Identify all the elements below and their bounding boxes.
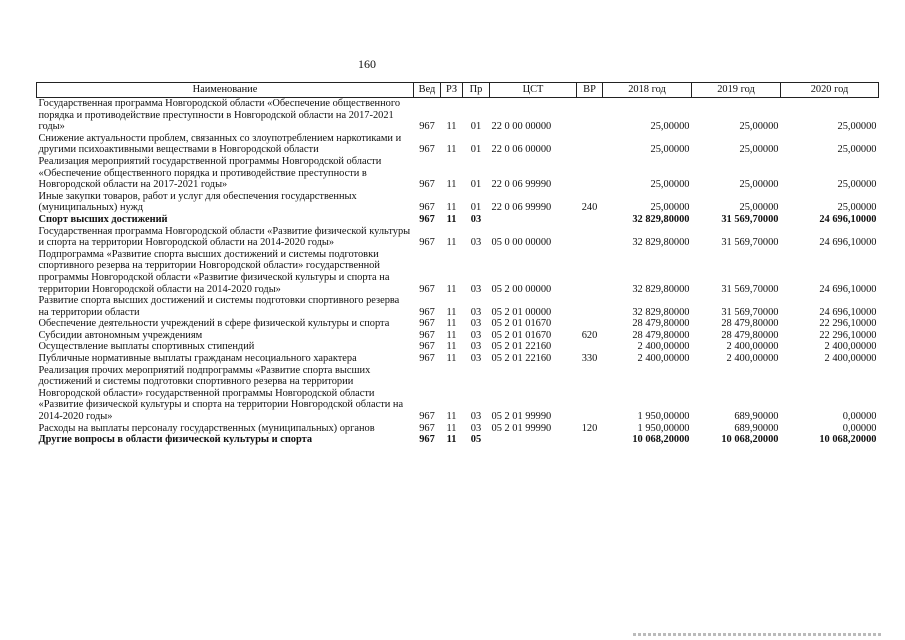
row-2020: 2 400,00000	[824, 341, 877, 353]
header-2018: 2018 год	[603, 83, 692, 98]
row-2018: 28 479,80000	[632, 329, 690, 341]
row-vr: 240	[581, 202, 598, 214]
row-cst: 05 2 01 22160	[491, 353, 552, 365]
row-ved: 967	[419, 213, 435, 225]
row-2018: 2 400,00000	[637, 353, 690, 365]
row-2019: 689,90000	[734, 411, 779, 423]
row-2019: 28 479,80000	[721, 329, 779, 341]
row-2020: 22 296,10000	[819, 318, 877, 330]
header-2020: 2020 год	[781, 83, 879, 98]
row-ved: 967	[419, 341, 435, 353]
table-row	[37, 249, 879, 295]
row-rz: 11	[446, 179, 457, 191]
row-ved: 967	[419, 144, 435, 156]
row-name: Государственная программа Новгородской области «Развитие физической культуры и спорта на территории Новгородской области на 2014-2020 годы»	[38, 225, 411, 249]
row-2018: 1 950,00000	[637, 422, 690, 434]
row-rz: 11	[446, 283, 457, 295]
table-row	[37, 295, 879, 318]
row-pr: 03	[470, 329, 482, 341]
row-vr	[577, 98, 603, 133]
row-name: Обеспечение деятельности учреждений в сфере физической культуры и спорта	[38, 318, 390, 330]
row-2019: 31 569,70000	[721, 283, 779, 295]
table-row	[37, 133, 879, 156]
row-vr	[577, 226, 603, 249]
table-row	[37, 191, 879, 214]
row-2018: 25,00000	[650, 179, 690, 191]
row-name: Государственная программа Новгородской области «Обеспечение общественного порядка и противодействие преступности в Новгородской области на 2017-2021 годы»	[38, 98, 401, 133]
row-ved: 967	[419, 422, 435, 434]
row-cst: 05 2 00 00000	[491, 283, 552, 295]
row-ved: 967	[419, 283, 435, 295]
row-ved: 967	[419, 306, 435, 318]
row-ved: 967	[419, 329, 435, 341]
row-2018: 32 829,80000	[632, 283, 690, 295]
row-2018: 2 400,00000	[637, 341, 690, 353]
row-2020: 22 296,10000	[819, 329, 877, 341]
row-cst: 22 0 06 00000	[491, 144, 552, 156]
row-cst: 22 0 06 99990	[491, 179, 552, 191]
table-row	[37, 98, 879, 133]
row-name: Иные закупки товаров, работ и услуг для обеспечения государственных (муниципальных) нужд	[38, 190, 357, 214]
header-cst: ЦСТ	[490, 83, 577, 98]
row-vr	[577, 214, 603, 226]
row-2018: 32 829,80000	[632, 237, 690, 249]
row-pr: 03	[470, 306, 482, 318]
row-2020: 25,00000	[837, 121, 877, 133]
row-2019: 25,00000	[739, 144, 779, 156]
row-vr	[577, 156, 603, 191]
header-name: Наименование	[37, 83, 414, 98]
row-pr: 01	[470, 202, 482, 214]
row-cst	[490, 214, 577, 226]
row-2020: 0,00000	[842, 411, 877, 423]
row-2020: 24 696,10000	[819, 213, 877, 225]
row-rz: 11	[446, 213, 457, 225]
row-rz: 11	[446, 341, 457, 353]
row-ved: 967	[419, 237, 435, 249]
row-rz: 11	[446, 318, 457, 330]
row-vr: 120	[581, 422, 598, 434]
row-2018: 32 829,80000	[632, 213, 690, 225]
row-2020: 25,00000	[837, 179, 877, 191]
row-name: Развитие спорта высших достижений и системы подготовки спортивного резерва на территории области	[38, 295, 400, 318]
row-2018: 32 829,80000	[632, 306, 690, 318]
header-ved: Вед	[414, 83, 441, 98]
row-vr	[577, 434, 603, 446]
row-rz: 11	[446, 422, 457, 434]
row-vr	[577, 341, 603, 353]
table-row	[37, 156, 879, 191]
row-ved: 967	[419, 318, 435, 330]
scan-artifact	[633, 633, 883, 636]
budget-table	[36, 82, 879, 446]
table-row	[37, 330, 879, 342]
row-cst: 05 2 01 22160	[491, 341, 552, 353]
row-pr: 05	[470, 434, 482, 446]
row-pr: 01	[470, 121, 482, 133]
row-rz: 11	[446, 202, 457, 214]
row-rz: 11	[446, 329, 457, 341]
row-2018: 1 950,00000	[637, 411, 690, 423]
row-name: Подпрограмма «Развитие спорта высших достижений и системы подготовки спортивного резерва на территории Новгородской области» государственной программы Новгородской области «Развитие физической культуры и спорта на территории Новгородской области на 2014-2020 годы»	[38, 248, 390, 295]
row-2019: 28 479,80000	[721, 318, 779, 330]
row-pr: 03	[470, 341, 482, 353]
row-2019: 2 400,00000	[726, 353, 779, 365]
row-pr: 03	[470, 411, 482, 423]
row-rz: 11	[446, 353, 457, 365]
row-2020: 0,00000	[842, 422, 877, 434]
row-ved: 967	[419, 411, 435, 423]
row-2019: 25,00000	[739, 179, 779, 191]
row-rz: 11	[446, 121, 457, 133]
header-rz: РЗ	[441, 83, 463, 98]
table-row	[37, 214, 879, 226]
row-2018: 28 479,80000	[632, 318, 690, 330]
row-2020: 2 400,00000	[824, 353, 877, 365]
row-rz: 11	[446, 411, 457, 423]
row-cst: 22 0 06 99990	[491, 202, 552, 214]
row-ved: 967	[419, 202, 435, 214]
row-pr: 03	[470, 283, 482, 295]
table-row	[37, 341, 879, 353]
row-2019: 689,90000	[734, 422, 779, 434]
row-vr: 330	[581, 353, 598, 365]
table-row	[37, 226, 879, 249]
row-cst: 05 2 01 00000	[491, 306, 552, 318]
header-2019: 2019 год	[692, 83, 781, 98]
row-2018: 25,00000	[650, 121, 690, 133]
table-row	[37, 318, 879, 330]
row-vr	[577, 365, 603, 423]
row-cst: 05 2 01 01670	[491, 318, 552, 330]
row-cst: 22 0 00 00000	[491, 121, 552, 133]
row-cst	[490, 434, 577, 446]
row-name: Субсидии автономным учреждениям	[38, 329, 203, 341]
row-ved: 967	[419, 353, 435, 365]
row-vr	[577, 318, 603, 330]
row-2019: 31 569,70000	[721, 306, 779, 318]
header-pr: Пр	[463, 83, 490, 98]
row-name: Расходы на выплаты персоналу государственных (муниципальных) органов	[38, 422, 375, 434]
table-row	[37, 434, 879, 446]
row-name: Реализация прочих мероприятий подпрограммы «Развитие спорта высших достижений и системы подготовки спортивного резерва на территории Новгородской области» государственной программы Новгородской области «Развитие физической культуры и спорта на территории Новгородской области на 2014-2020 годы»	[38, 364, 404, 423]
row-vr	[577, 249, 603, 295]
row-2020: 25,00000	[837, 144, 877, 156]
page-number: 160	[358, 57, 376, 71]
row-pr: 01	[470, 144, 482, 156]
row-2019: 31 569,70000	[721, 237, 779, 249]
row-rz: 11	[446, 306, 457, 318]
header-vr: ВР	[577, 83, 603, 98]
row-ved: 967	[419, 179, 435, 191]
row-2019: 2 400,00000	[726, 341, 779, 353]
row-pr: 03	[470, 237, 482, 249]
row-pr: 03	[470, 353, 482, 365]
row-cst: 05 0 00 00000	[491, 237, 552, 249]
table-row	[37, 353, 879, 365]
row-vr	[577, 295, 603, 318]
row-name: Осуществление выплаты спортивных стипендий	[38, 341, 255, 353]
row-2020: 24 696,10000	[819, 306, 877, 318]
row-cst: 05 2 01 01670	[491, 329, 552, 341]
row-2019: 25,00000	[739, 202, 779, 214]
row-cst: 05 2 01 99990	[491, 411, 552, 423]
row-name: Снижение актуальности проблем, связанных со злоупотреблением наркотиками и другими психоактивными веществами в Новгородской области	[38, 132, 402, 156]
row-name: Реализация мероприятий государственной программы Новгородской области «Обеспечение общественного порядка и противодействие преступности в Новгородской области на 2017-2021 годы»	[38, 155, 382, 191]
row-vr	[577, 133, 603, 156]
row-name: Спорт высших достижений	[38, 213, 168, 225]
row-2018: 25,00000	[650, 202, 690, 214]
table-row	[37, 365, 879, 423]
row-2018: 25,00000	[650, 144, 690, 156]
row-name: Другие вопросы в области физической культуры и спорта	[38, 434, 313, 446]
row-2020: 10 068,20000	[819, 434, 877, 446]
row-ved: 967	[419, 121, 435, 133]
row-2018: 10 068,20000	[632, 434, 690, 446]
row-rz: 11	[446, 237, 457, 249]
row-pr: 03	[470, 213, 482, 225]
row-rz: 11	[446, 144, 457, 156]
row-2020: 25,00000	[837, 202, 877, 214]
table-header-row	[37, 83, 879, 98]
row-cst: 05 2 01 99990	[491, 422, 552, 434]
row-2020: 24 696,10000	[819, 237, 877, 249]
row-2020: 24 696,10000	[819, 283, 877, 295]
row-pr: 03	[470, 422, 482, 434]
row-2019: 31 569,70000	[721, 213, 779, 225]
row-pr: 01	[470, 179, 482, 191]
row-2019: 25,00000	[739, 121, 779, 133]
row-2019: 10 068,20000	[721, 434, 779, 446]
row-ved: 967	[419, 434, 435, 446]
table-row	[37, 423, 879, 435]
row-name: Публичные нормативные выплаты гражданам несоциального характера	[38, 353, 357, 365]
row-vr: 620	[581, 329, 598, 341]
row-pr: 03	[470, 318, 482, 330]
row-rz: 11	[446, 434, 457, 446]
